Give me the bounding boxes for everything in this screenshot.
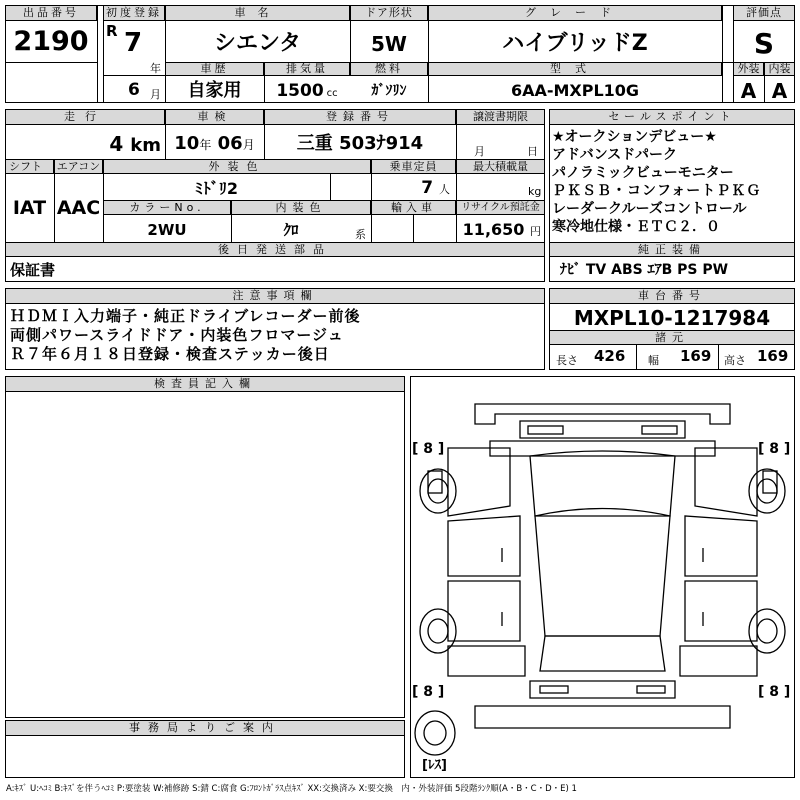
- inspector-box: [5, 376, 405, 718]
- door-shape: 5W: [371, 32, 407, 56]
- shift-label: シフト: [5, 159, 54, 174]
- history: 自家用: [187, 80, 242, 101]
- sales-points-label: セールスポイント: [549, 109, 795, 125]
- width: 169: [680, 347, 712, 365]
- era: R: [106, 22, 118, 40]
- equipment-label: 純正装備: [549, 242, 795, 257]
- car-damage-diagram: [410, 376, 795, 778]
- ext-grade-label: 外装: [733, 62, 764, 76]
- later-parts-label: 後日発送部品: [5, 242, 545, 257]
- int-color-unit: 系: [355, 228, 366, 241]
- recycle-value: 11,650: [462, 220, 525, 239]
- max-load-unit: kg: [528, 185, 542, 198]
- length-label: 長さ: [556, 354, 578, 367]
- inspection: [165, 126, 264, 159]
- fuel-label: 燃料: [350, 62, 428, 76]
- capacity-value: 7: [421, 178, 434, 198]
- tire-rear-left: [ 8 ]: [412, 684, 445, 700]
- grade: ハイブリッドZ: [502, 31, 648, 56]
- import-label: 輸入車: [371, 200, 456, 215]
- chassis-label: 車台番号: [549, 288, 795, 304]
- height: 169: [757, 347, 789, 365]
- spec-label: 諸元: [549, 330, 795, 345]
- displacement-value: 1500: [276, 81, 324, 101]
- sales-points-list: [552, 128, 794, 236]
- int-grade-label: 内装: [764, 62, 795, 76]
- first-reg-label: 初度登録: [103, 5, 165, 21]
- mileage-unit: km: [130, 135, 161, 156]
- sales-point-line: ＰＫＳＢ・コンフォートＰＫＧ: [552, 183, 762, 199]
- capacity-unit: 人: [439, 183, 450, 196]
- later-parts: 保証書: [10, 261, 56, 279]
- transfer-month-unit: 月: [474, 145, 485, 158]
- model-code: 6AA-MXPL10G: [510, 81, 640, 100]
- shift: IAT: [12, 197, 47, 219]
- int-color: ｸﾛ: [283, 221, 299, 239]
- first-reg-month-unit: 月: [150, 88, 161, 101]
- length: 426: [594, 347, 626, 365]
- car-name-label: 車名: [165, 5, 350, 21]
- plate: 三重 503ﾅ914: [296, 133, 424, 154]
- recycle: [456, 216, 545, 242]
- insp-year: 10: [174, 133, 200, 154]
- ext-color-label: 外装色: [103, 159, 371, 174]
- caution-label: 注意事項欄: [5, 288, 545, 304]
- lot-no-label: 出品番号: [5, 5, 97, 21]
- color-no: 2WU: [147, 221, 187, 239]
- insp-year-unit: 年: [199, 138, 212, 152]
- history-label: 車歴: [165, 62, 264, 76]
- ac-label: エアコン: [54, 159, 103, 174]
- caution-line: Ｒ７年６月１８日登録・検査ステッカー後日: [10, 345, 330, 363]
- door-label: ドア形状: [350, 5, 428, 21]
- recycle-label: リサイクル預託金: [456, 200, 545, 215]
- recycle-unit: 円: [530, 225, 541, 238]
- mileage-label: 走行: [5, 109, 165, 125]
- mileage: [5, 126, 165, 159]
- sales-point-line: レーダークルーズコントロール: [552, 201, 747, 217]
- capacity: [371, 175, 456, 200]
- tire-rear-right: [ 8 ]: [758, 684, 791, 700]
- sales-point-line: パノラミックビューモニター: [552, 165, 734, 181]
- int-grade: A: [771, 79, 788, 103]
- sales-point-line: 寒冷地仕様・ＥＴＣ２．０: [552, 219, 720, 235]
- transfer-day-unit: 日: [527, 145, 538, 158]
- color-no-label: カラーNo.: [103, 200, 231, 215]
- height-label: 高さ: [724, 354, 746, 367]
- equipment: ﾅﾋﾞ TV ABS ｴｱB PS PW: [560, 262, 729, 278]
- caution-list: [10, 307, 544, 364]
- ac: AAC: [56, 197, 101, 219]
- tire-front-right: [ 8 ]: [758, 441, 791, 457]
- sales-point-line: ★オークションデビュー★: [552, 129, 717, 145]
- capacity-label: 乗車定員: [371, 159, 456, 174]
- office-label: 事務局よりご案内: [5, 720, 405, 736]
- displacement-unit: cc: [326, 88, 338, 99]
- ext-grade: A: [740, 79, 757, 103]
- first-reg-year: 7: [124, 28, 143, 58]
- fuel: ｶﾞｿﾘﾝ: [371, 83, 407, 99]
- model-code-label: 型式: [428, 62, 722, 76]
- score-label: 評価点: [733, 5, 795, 21]
- displacement: [264, 77, 350, 103]
- inspection-label: 車検: [165, 109, 264, 125]
- width-label: 幅: [648, 354, 659, 367]
- ext-color: ﾐﾄﾞﾘ2: [194, 179, 239, 198]
- score: S: [753, 27, 775, 60]
- mileage-value: 4: [109, 132, 124, 156]
- first-reg-year-unit: 年: [150, 62, 161, 75]
- int-color-label: 内装色: [231, 200, 371, 215]
- caution-line: ＨＤＭＩ入力端子・純正ドライブレコーダー前後: [10, 307, 361, 325]
- grade-label: グレード: [428, 5, 722, 21]
- caution-line: 両側パワースライドドア・内装色フロマージュ: [10, 326, 344, 344]
- inspector-label: 検査員記入欄: [5, 376, 405, 392]
- first-reg-month: 6: [128, 80, 140, 100]
- displacement-label: 排気量: [264, 62, 350, 76]
- insp-month: 06: [217, 133, 243, 154]
- spare-tire-status: [ﾚｽ]: [422, 758, 447, 773]
- car-name: シエンタ: [213, 31, 302, 56]
- lot-no: 2190: [13, 26, 89, 57]
- chassis-number: MXPL10-1217984: [573, 306, 771, 330]
- plate-label: 登録番号: [264, 109, 456, 125]
- max-load-label: 最大積載量: [456, 159, 545, 174]
- legend: A:ｷｽﾞ U:ﾍｺﾐ B:ｷｽﾞを伴うﾍｺﾐ P:要塗装 W:補修跡 S:錆 C:腐食 G:ﾌﾛﾝﾄｶﾞﾗｽ点ｷｽﾞ XX:交換済み X:要交換 内・外装評価 5段階ﾗﾝｸ順(A・B・C・D・E) 1: [6, 784, 577, 794]
- tire-front-left: [ 8 ]: [412, 441, 445, 457]
- insp-month-unit: 月: [242, 138, 255, 152]
- transfer-label: 譲渡書期限: [456, 109, 545, 125]
- sales-point-line: アドバンスドパーク: [552, 147, 678, 163]
